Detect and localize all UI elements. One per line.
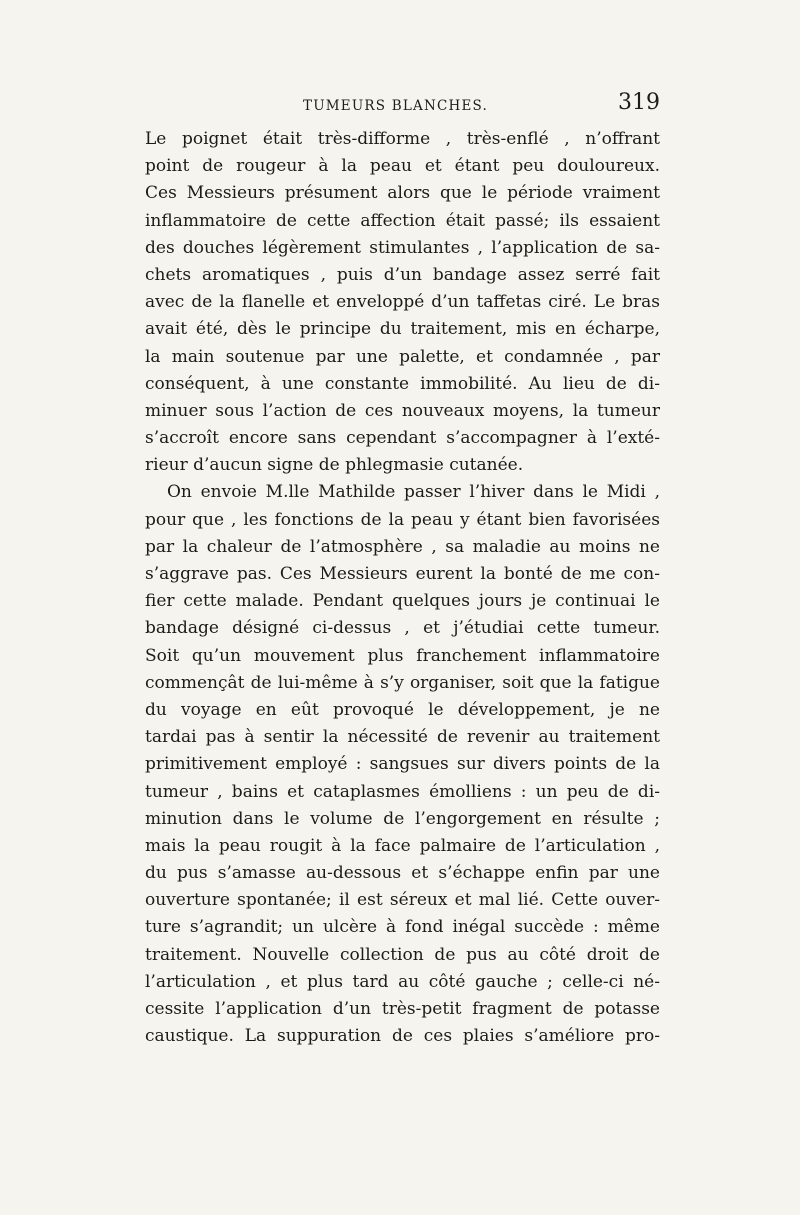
page-number: 319 — [618, 90, 660, 115]
text-line: primitivement employé : sangsues sur divers points de la — [145, 754, 660, 775]
text-line: Le poignet était très-difforme , très-enflé , n’offrant — [145, 129, 660, 149]
text-line: inflammatoire de cette affection était passé; ils essaient — [145, 210, 660, 231]
text-line: mais la peau rougit à la face palmaire de l’articulation , — [145, 835, 660, 856]
running-title: TUMEURS BLANCHES. — [303, 98, 489, 114]
text-line: tumeur , bains et cataplasmes émolliens : un peu de di- — [145, 781, 660, 802]
text-line: rieur d’aucun signe de phlegmasie cutanée. — [145, 455, 524, 476]
text-line: du pus s’amasse au-dessous et s’échappe enfin par une — [145, 863, 660, 884]
text-line: minution dans le volume de l’engorgement en résulte ; — [145, 808, 660, 829]
text-line: On envoie M.lle Mathilde passer l’hiver dans le Midi , — [167, 482, 660, 503]
body-text — [145, 126, 660, 1050]
text-line: Ces Messieurs présument alors que le période vraiment — [145, 183, 660, 204]
text-line: du voyage en eût provoqué le développement, je ne — [145, 699, 660, 720]
text-line: point de rougeur à la peau et étant peu douloureux. — [145, 156, 660, 177]
text-line: s’aggrave pas. Ces Messieurs eurent la bonté de me con- — [145, 564, 660, 584]
text-line: fier cette malade. Pendant quelques jours je continuai le — [145, 591, 660, 612]
text-line: l’articulation , et plus tard au côté gauche ; celle-ci né- — [145, 971, 660, 992]
text-line: Soit qu’un mouvement plus franchement inflammatoire — [145, 645, 660, 666]
page-header — [145, 92, 660, 122]
text-line: des douches légèrement stimulantes , l’application de sa- — [145, 237, 660, 258]
text-line: commençât de lui-même à s’y organiser, soit que la fatigue — [145, 672, 660, 693]
text-line: minuer sous l’action de ces nouveaux moyens, la tumeur — [145, 400, 660, 421]
text-line: ouverture spontanée; il est séreux et mal lié. Cette ouver- — [145, 890, 660, 911]
text-line: conséquent, à une constante immobilité. Au lieu de di- — [145, 373, 660, 394]
text-line: pour que , les fonctions de la peau y étant bien favorisées — [145, 509, 660, 530]
text-line: avec de la flanelle et enveloppé d’un taffetas ciré. Le bras — [145, 292, 660, 313]
text-line: par la chaleur de l’atmosphère , sa maladie au moins ne — [145, 536, 660, 557]
text-line: cessite l’application d’un très-petit fragment de potasse — [145, 999, 660, 1019]
text-line: chets aromatiques , puis d’un bandage assez serré fait — [145, 264, 660, 285]
text-line: s’accroît encore sans cependant s’accompagner à l’exté- — [145, 428, 660, 449]
text-line: ture s’agrandit; un ulcère à fond inégal succède : même — [145, 917, 660, 938]
text-line: avait été, dès le principe du traitement, mis en écharpe, — [145, 319, 660, 340]
text-line: traitement. Nouvelle collection de pus au côté droit de — [145, 944, 660, 965]
text-line: tardai pas à sentir la nécessité de revenir au traitement — [145, 727, 660, 748]
text-line: bandage désigné ci-dessus , et j’étudiai cette tumeur. — [145, 618, 660, 639]
text-line: la main soutenue par une palette, et condamnée , par — [145, 346, 660, 367]
text-line: caustique. La suppuration de ces plaies s’améliore pro- — [145, 1026, 660, 1047]
